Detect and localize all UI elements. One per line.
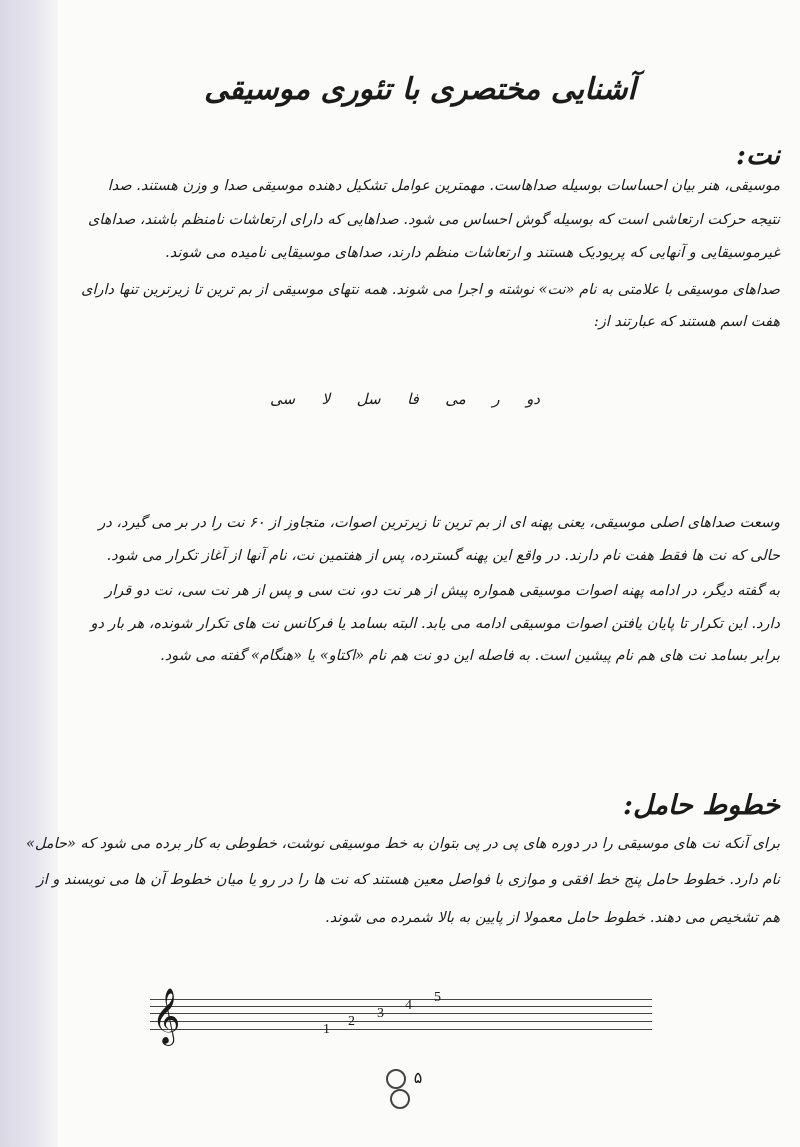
- note-name: ر: [492, 390, 500, 408]
- staff-line-number: 4: [405, 998, 412, 1013]
- note-names-list: [270, 390, 540, 408]
- paragraph-line: غیرموسیقایی و آنهایی که پریودیک هستند و ارتعاشات منظم دارند، صداهای موسیقایی نامیده می شوند.: [165, 245, 780, 261]
- paragraph-line: به گفته دیگر، در ادامه پهنه اصوات موسیقی همواره پیش از هر نت دو، نت سی و پس از هر نت سی، نت دو قرار: [105, 583, 780, 599]
- paragraph-line: نتیجه حرکت ارتعاشی است که بوسیله گوش احساس می شود. صداهایی که دارای ارتعاشات نامنظم باشند، صداهای: [87, 212, 780, 228]
- staff-line-number: 3: [377, 1006, 384, 1021]
- note-name: دو: [526, 390, 540, 408]
- page-number: [360, 1068, 440, 1109]
- staff-line-number: 1: [323, 1022, 330, 1037]
- ornament-icon: [390, 1089, 410, 1109]
- music-staff: [150, 990, 652, 1050]
- treble-clef-icon: 𝄞: [152, 988, 181, 1044]
- staff-line: [150, 1029, 652, 1030]
- paragraph-line: برابر بسامد نت های هم نام پیشین است. به فاصله این دو نت هم نام «اکتاو» یا «هنگام» گفته می شود.: [160, 648, 780, 664]
- note-name: می: [445, 390, 466, 408]
- paragraph-line: هفت اسم هستند که عبارتند از:: [593, 314, 780, 330]
- ornament-icon: [386, 1069, 406, 1089]
- paragraph-line: نام دارد. خطوط حامل پنج خط افقی و موازی با فواصل معین هستند که نت ها را در رو یا میان خطوط آن ها می نویسند و از: [36, 872, 780, 888]
- note-name: سی: [270, 390, 296, 408]
- scan-edge-shadow: [0, 0, 58, 1147]
- paragraph-line: دارد. این تکرار تا پایان یافتن اصوات موسیقی ادامه می یابد. البته بسامد یا فرکانس نت های تکرار شونده، هر بار دو: [90, 616, 780, 632]
- note-name: فا: [407, 390, 419, 408]
- paragraph-line: هم تشخیص می دهند. خطوط حامل معمولا از پایین به بالا شمرده می شوند.: [325, 910, 780, 926]
- staff-line: [150, 999, 652, 1000]
- page-title: آشنایی مختصری با تئوری موسیقی: [204, 72, 636, 107]
- paragraph-line: وسعت صداهای اصلی موسیقی، یعنی پهنه ای از بم ترین تا زیرترین اصوات، متجاوز از ۶۰ نت را در بر می گیرد، در: [98, 515, 780, 531]
- note-name: لا: [321, 390, 331, 408]
- staff-line-number: 5: [434, 990, 441, 1005]
- staff-line: [150, 1013, 652, 1014]
- section-heading-note: نت:: [736, 140, 780, 171]
- staff-line-number: 2: [348, 1014, 355, 1029]
- page-number-text: ۵: [413, 1068, 423, 1087]
- note-name: سل: [356, 390, 381, 408]
- staff-line: [150, 1006, 652, 1007]
- section-heading-staff: خطوط حامل:: [623, 790, 780, 821]
- staff-line: [150, 1021, 652, 1022]
- paragraph-line: حالی که نت ها فقط هفت نام دارند. در واقع این پهنه گسترده، پس از هفتمین نت، نام آنها از آغاز تکرار می شود.: [106, 548, 780, 564]
- paragraph-line: صداهای موسیقی با علامتی به نام «نت» نوشته و اجرا می شوند. همه نتهای موسیقی از بم ترین تا زیرترین تنها دارای: [81, 282, 780, 298]
- paragraph-line: برای آنکه نت های موسیقی را در دوره های پی در پی بتوان به خط موسیقی نوشت، خطوطی به کار برده می شود که «حامل»: [25, 836, 780, 852]
- paragraph-line: موسیقی، هنر بیان احساسات بوسیله صداهاست. مهمترین عوامل تشکیل دهنده موسیقی صدا و وزن هستند. صدا: [107, 178, 780, 194]
